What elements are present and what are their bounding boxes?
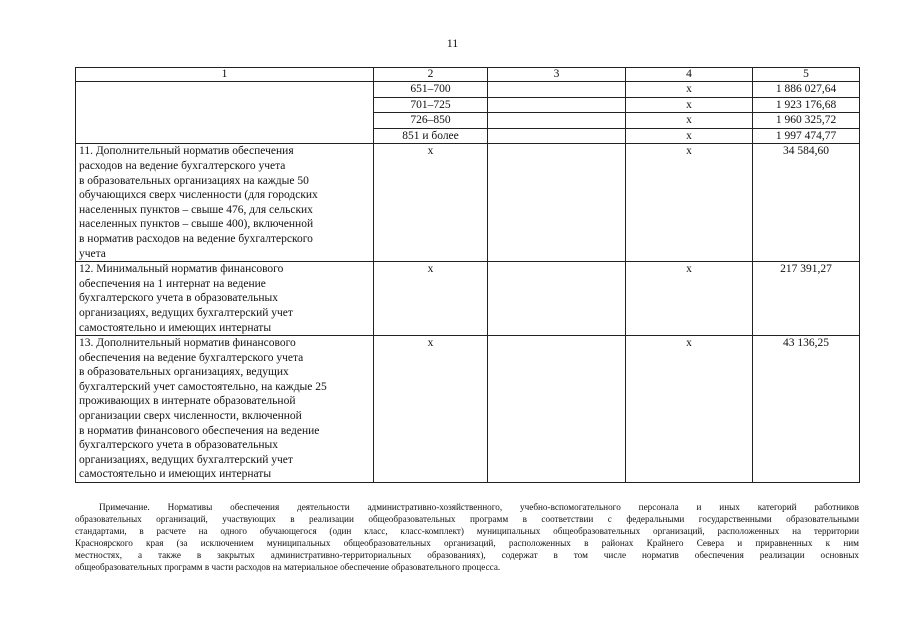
page-number: 11 bbox=[446, 36, 459, 50]
table-cell bbox=[488, 97, 626, 113]
header-cell: 1 bbox=[76, 68, 374, 82]
table-cell: 1 886 027,64 bbox=[753, 82, 860, 98]
note-line: общеобразовательных программ в части расходов на материальное обеспечение образовательного процесса. bbox=[75, 562, 501, 572]
table-cell bbox=[488, 113, 626, 129]
table-row bbox=[76, 82, 860, 98]
table-cell bbox=[488, 336, 626, 483]
table-cell: х bbox=[626, 262, 753, 336]
note-line: Примечание. Нормативы обеспечения деятельности административно-хозяйственного, учебно-вспомогательного персонала и иных категорий работников bbox=[99, 502, 859, 512]
header-cell: 3 bbox=[488, 68, 626, 82]
row-description bbox=[76, 262, 374, 336]
description-line: организации сверх численности, включенной bbox=[79, 410, 302, 423]
note-line: стандартами, в расчете на одного обучающегося (один класс, класс-комплект) муниципальных общеобразовательных организаций, расположенных на территории bbox=[75, 526, 859, 536]
table-cell: 701–725 bbox=[374, 97, 488, 113]
description-line: обеспечения на 1 интернат на ведение bbox=[79, 277, 266, 290]
note-line: образовательных организаций, участвующих в реализации общеобразовательных программ в соответствии с федеральными государственными образовательными bbox=[75, 514, 859, 524]
description-line: самостоятельно и имеющих интернаты bbox=[79, 321, 272, 334]
table-cell: х bbox=[626, 144, 753, 262]
description-line: обеспечения на ведение бухгалтерского учета bbox=[79, 351, 304, 364]
table-cell: 217 391,27 bbox=[753, 262, 860, 336]
table-cell: 1 923 176,68 bbox=[753, 97, 860, 113]
table-cell: х bbox=[626, 336, 753, 483]
table-row-13 bbox=[76, 336, 860, 483]
table-cell: х bbox=[626, 113, 753, 129]
description-line: расходов на ведение бухгалтерского учета bbox=[79, 159, 286, 172]
table-cell bbox=[488, 262, 626, 336]
table-cell: х bbox=[626, 97, 753, 113]
table-cell: х bbox=[626, 82, 753, 98]
description-line: населенных пунктов – свыше 476, для сельских bbox=[79, 203, 313, 216]
description-line: обучающихся сверх численности (для городских bbox=[79, 189, 318, 202]
header-cell: 2 bbox=[374, 68, 488, 82]
table-cell: х bbox=[626, 128, 753, 144]
note-line: местностях, а также в закрытых административно-территориальных образованиях), содержат в том числе норматив обеспечения реализации основных bbox=[75, 550, 859, 560]
table-cell bbox=[488, 144, 626, 262]
note-line: Красноярского края (за исключением муниципальных общеобразовательных организаций, расположенных в районах Крайнего Севера и приравненных к ним bbox=[75, 538, 859, 548]
table-cell: х bbox=[374, 336, 488, 483]
footnote bbox=[75, 501, 859, 573]
header-cell: 4 bbox=[626, 68, 753, 82]
description-line: организациях, ведущих бухгалтерский учет bbox=[79, 453, 293, 466]
row-description bbox=[76, 144, 374, 262]
description-line: 13. Дополнительный норматив финансового bbox=[79, 337, 296, 350]
table-cell: 1 960 325,72 bbox=[753, 113, 860, 129]
description-line: бухгалтерского учета в образовательных bbox=[79, 292, 278, 305]
table-cell: 34 584,60 bbox=[753, 144, 860, 262]
table-header-row bbox=[76, 68, 860, 82]
table-cell: 651–700 bbox=[374, 82, 488, 98]
description-line: в норматив расходов на ведение бухгалтерского bbox=[79, 232, 313, 245]
description-line: в образовательных организациях, ведущих bbox=[79, 366, 289, 379]
description-line: 12. Минимальный норматив финансового bbox=[79, 263, 284, 276]
description-line: проживающих в интернате образовательной bbox=[79, 395, 296, 408]
description-line: учета bbox=[79, 247, 106, 260]
table-row-11 bbox=[76, 144, 860, 262]
row-description bbox=[76, 336, 374, 483]
description-line: населенных пунктов – свыше 400), включенной bbox=[79, 218, 314, 231]
description-line: в образовательных организациях на каждые 50 bbox=[79, 174, 309, 187]
table-cell: 43 136,25 bbox=[753, 336, 860, 483]
table-cell bbox=[488, 82, 626, 98]
table-cell: 851 и более bbox=[374, 128, 488, 144]
table-cell: х bbox=[374, 144, 488, 262]
table-cell: 726–850 bbox=[374, 113, 488, 129]
description-line: 11. Дополнительный норматив обеспечения bbox=[79, 145, 294, 158]
description-line: в норматив финансового обеспечения на ведение bbox=[79, 424, 320, 437]
header-cell: 5 bbox=[753, 68, 860, 82]
description-line: бухгалтерский учет самостоятельно, на каждые 25 bbox=[79, 380, 327, 393]
normatives-table bbox=[75, 67, 860, 483]
description-line: бухгалтерского учета в образовательных bbox=[79, 439, 278, 452]
table-cell bbox=[76, 82, 374, 144]
table-cell: х bbox=[374, 262, 488, 336]
table-cell: 1 997 474,77 bbox=[753, 128, 860, 144]
description-line: самостоятельно и имеющих интернаты bbox=[79, 468, 272, 481]
table-cell bbox=[488, 128, 626, 144]
table-row-12 bbox=[76, 262, 860, 336]
description-line: организациях, ведущих бухгалтерский учет bbox=[79, 306, 293, 319]
